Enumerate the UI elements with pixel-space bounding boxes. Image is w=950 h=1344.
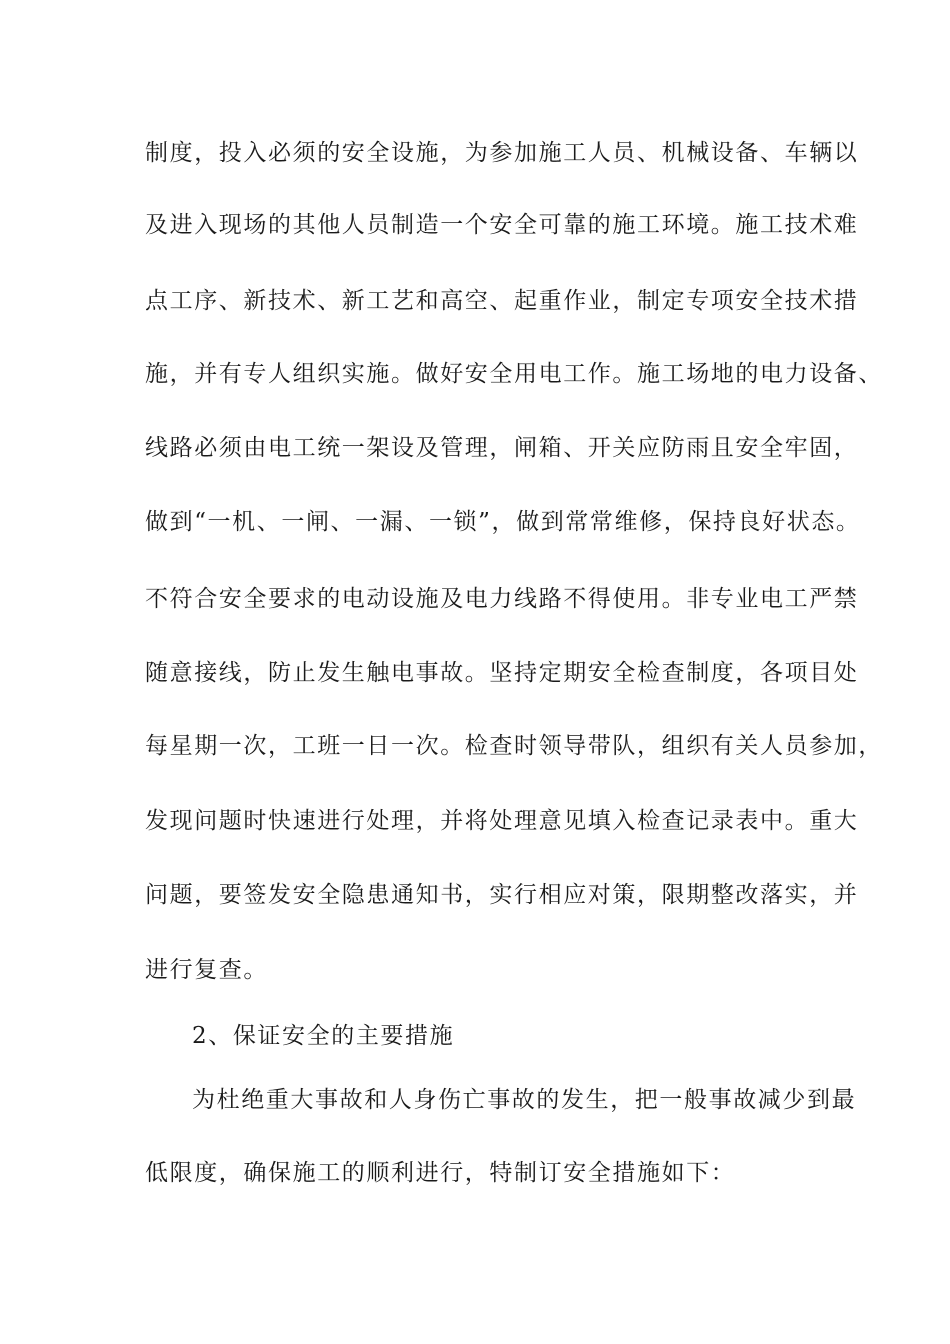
text-line: 做到“一机、一闸、一漏、一锁”，做到常常维修，保持良好状态。 (145, 509, 861, 535)
text-line: 点工序、新技术、新工艺和高空、起重作业，制定专项安全技术措 (145, 288, 859, 314)
text-line: 不符合安全要求的电动设施及电力线路不得使用。非专业电工严禁 (145, 586, 859, 612)
text-line: 低限度，确保施工的顺利进行，特制订安全措施如下： (145, 1160, 736, 1186)
text-line: 进行复查。 (145, 957, 268, 983)
section-heading: 2、保证安全的主要措施 (192, 1023, 455, 1049)
text-line: 制度，投入必须的安全设施，为参加施工人员、机械设备、车辆以 (145, 140, 859, 166)
text-line: 线路必须由电工统一架设及管理，闸箱、开关应防雨且安全牢固， (145, 435, 859, 461)
text-line: 为杜绝重大事故和人身伤亡事故的发生，把一般事故减少到最 (192, 1087, 857, 1113)
text-line: 问题，要签发安全隐患通知书，实行相应对策，限期整改落实，并 (145, 882, 859, 908)
text-line: 发现问题时快速进行处理，并将处理意见填入检查记录表中。重大 (145, 808, 859, 834)
text-line: 及进入现场的其他人员制造一个安全可靠的施工环境。施工技术难 (145, 212, 859, 238)
text-line: 每星期一次，工班一日一次。检查时领导带队，组织有关人员参加， (145, 733, 883, 759)
text-line: 施，并有专人组织实施。做好安全用电工作。施工场地的电力设备、 (145, 361, 883, 387)
text-line: 随意接线，防止发生触电事故。坚持定期安全检查制度，各项目处 (145, 660, 859, 686)
